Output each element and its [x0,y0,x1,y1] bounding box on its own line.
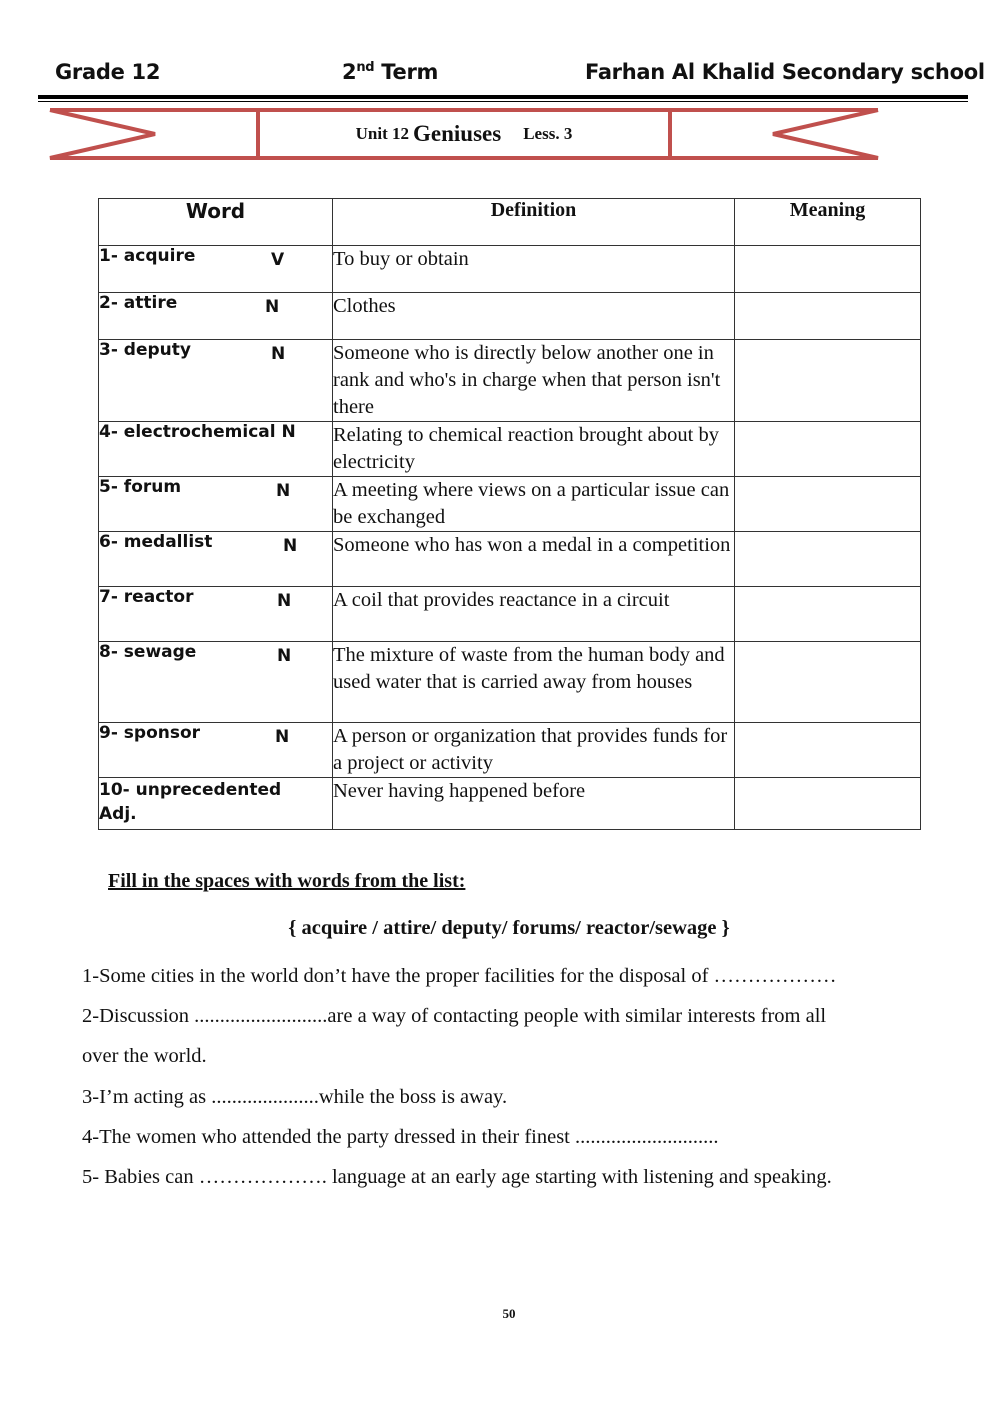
meaning-cell[interactable] [735,340,921,422]
header-term [342,60,438,84]
part-of-speech: Adj. [99,804,137,824]
table-row [99,778,921,830]
part-of-speech: N [265,297,280,317]
table-row [99,532,921,587]
word-text: 6- medallist [99,532,213,552]
question-2-continued: over the world. [82,1045,207,1067]
meaning-cell[interactable] [735,642,921,723]
meaning-cell[interactable] [735,778,921,830]
banner-left-arrow [50,110,258,158]
word-list: { acquire / attire/ deputy/ forums/ reactor/sewage } [288,917,730,939]
word-text: 4- electrochemical [99,422,276,442]
definition-cell: Someone who has won a medal in a competition [333,532,735,587]
table-row [99,723,921,778]
definition-cell: A person or organization that provides funds for a project or activity [333,723,735,778]
word-text: 10- unprecedented [99,780,282,800]
table-row [99,422,921,477]
part-of-speech: N [271,344,286,364]
header-meaning: Meaning [735,199,921,246]
word-cell [99,422,333,477]
word-text: 1- acquire [99,246,196,266]
definition-cell: Relating to chemical reaction brought about by electricity [333,422,735,477]
question-2: 2-Discussion ..........................are a way of contacting people with similar interests from all [82,1005,827,1027]
part-of-speech: N [276,481,291,501]
definition-cell: Someone who is directly below another one in rank and who's in charge when that person isn't there [333,340,735,422]
part-of-speech: N [283,536,298,556]
word-text: 9- sponsor [99,723,201,743]
definition-cell: A meeting where views on a particular issue can be exchanged [333,477,735,532]
word-text: 8- sewage [99,642,197,662]
part-of-speech: N [275,727,290,747]
table-row [99,642,921,723]
banner-right-arrow [670,110,878,158]
part-of-speech: N [281,422,296,442]
word-text: 3- deputy [99,340,191,360]
definition-cell: Never having happened before [333,778,735,830]
unit-label: Unit 12 [355,124,410,143]
exercise-title: Fill in the spaces with words from the list: [108,870,466,892]
word-cell [99,587,333,642]
word-cell [99,532,333,587]
meaning-cell[interactable] [735,246,921,293]
question-3: 3-I’m acting as .....................while the boss is away. [82,1086,508,1108]
word-text: 5- forum [99,477,182,497]
word-cell [99,477,333,532]
part-of-speech: N [277,646,292,666]
definition-cell: Clothes [333,293,735,340]
header-definition: Definition [333,199,735,246]
question-4: 4-The women who attended the party dressed in their finest ............................ [82,1126,719,1148]
meaning-cell[interactable] [735,422,921,477]
word-text: 2- attire [99,293,178,313]
part-of-speech: N [277,591,292,611]
question-5: 5- Babies can ………………. language at an early age starting with listening and speaking. [82,1166,832,1188]
meaning-cell[interactable] [735,723,921,778]
word-text: 7- reactor [99,587,194,607]
table-row [99,293,921,340]
definition-cell: To buy or obtain [333,246,735,293]
part-of-speech: V [271,250,285,270]
table-row [99,477,921,532]
table-row [99,340,921,422]
meaning-cell[interactable] [735,477,921,532]
term-word: Term [374,60,439,84]
lesson-label: Less. 3 [523,124,573,143]
table-row [99,587,921,642]
meaning-cell[interactable] [735,293,921,340]
meaning-cell[interactable] [735,587,921,642]
unit-title [260,110,668,158]
word-cell [99,642,333,723]
vocabulary-table [98,198,921,830]
header-school: Farhan Al Khalid Secondary school [585,60,985,84]
question-1: 1-Some cities in the world don’t have the proper facilities for the disposal of ……………… [82,965,837,987]
table-row [99,246,921,293]
page-number: 50 [502,1306,516,1321]
header-rule [38,95,968,99]
term-suffix: nd [356,60,375,75]
word-cell [99,340,333,422]
unit-name: Geniuses [413,121,502,146]
header-rule-thin [38,101,968,102]
word-cell [99,778,333,830]
definition-cell: A coil that provides reactance in a circuit [333,587,735,642]
definition-cell: The mixture of waste from the human body and used water that is carried away from houses [333,642,735,723]
word-cell [99,723,333,778]
header-word: Word [99,199,333,246]
word-cell [99,246,333,293]
meaning-cell[interactable] [735,532,921,587]
term-number: 2 [342,60,357,84]
header-grade: Grade 12 [55,60,161,84]
word-cell [99,293,333,340]
